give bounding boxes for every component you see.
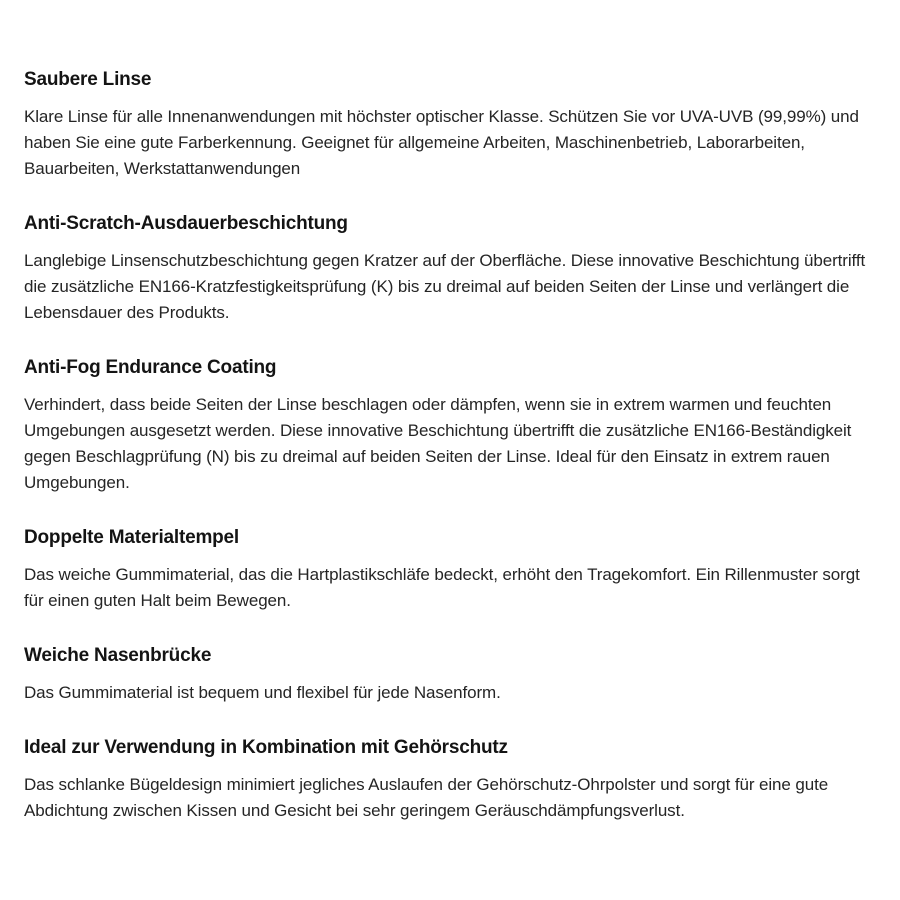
section-dual-material-temples [24,526,882,614]
section-body: Klare Linse für alle Innenanwendungen mit höchster optischer Klasse. Schützen Sie vor UVA-UVB (99,99%) und haben Sie eine gute Farberkennung. Geeignet für allgemeine Arbeiten, Maschinenbetrieb, Laborarbeiten, Bauarbeiten, Werkstattanwendungen [24,107,859,178]
section-body: Das schlanke Bügeldesign minimiert jegliches Auslaufen der Gehörschutz-Ohrpolster und sorgt für eine gute Abdichtung zwischen Kissen und Gesicht bei sehr geringem Geräuschdämpfungsverlust. [24,775,829,820]
section-heading: Saubere Linse [24,69,152,90]
section-heading: Ideal zur Verwendung in Kombination mit Gehörschutz [24,737,508,758]
section-heading: Anti-Scratch-Ausdauerbeschichtung [24,213,348,234]
section-anti-fog [24,356,882,496]
section-body: Das Gummimaterial ist bequem und flexibel für jede Nasenform. [24,683,501,702]
section-heading: Weiche Nasenbrücke [24,645,212,666]
section-body: Das weiche Gummimaterial, das die Hartplastikschläfe bedeckt, erhöht den Tragekomfort. Ein Rillenmuster sorgt für einen guten Halt beim Bewegen. [24,565,860,610]
section-soft-nose-bridge [24,644,882,706]
section-hearing-protection [24,736,882,824]
section-anti-scratch [24,212,882,326]
section-heading: Doppelte Materialtempel [24,527,240,548]
section-clean-lens [24,68,882,182]
section-body: Verhindert, dass beide Seiten der Linse beschlagen oder dämpfen, wenn sie in extrem warmen und feuchten Umgebungen ausgesetzt werden. Diese innovative Beschichtung übertrifft die zusätzliche EN166-Beständigkeit gegen Beschlagprüfung (N) bis zu dreimal auf beiden Seiten der Linse. Ideal für den Einsatz in extrem rauen Umgebungen. [24,395,852,492]
section-body: Langlebige Linsenschutzbeschichtung gegen Kratzer auf der Oberfläche. Diese innovative Beschichtung übertrifft die zusätzliche EN166-Kratzfestigkeitsprüfung (K) bis zu dreimal auf beiden Seiten der Linse und verlängert die Lebensdauer des Produkts. [24,251,866,322]
section-heading: Anti-Fog Endurance Coating [24,357,277,378]
